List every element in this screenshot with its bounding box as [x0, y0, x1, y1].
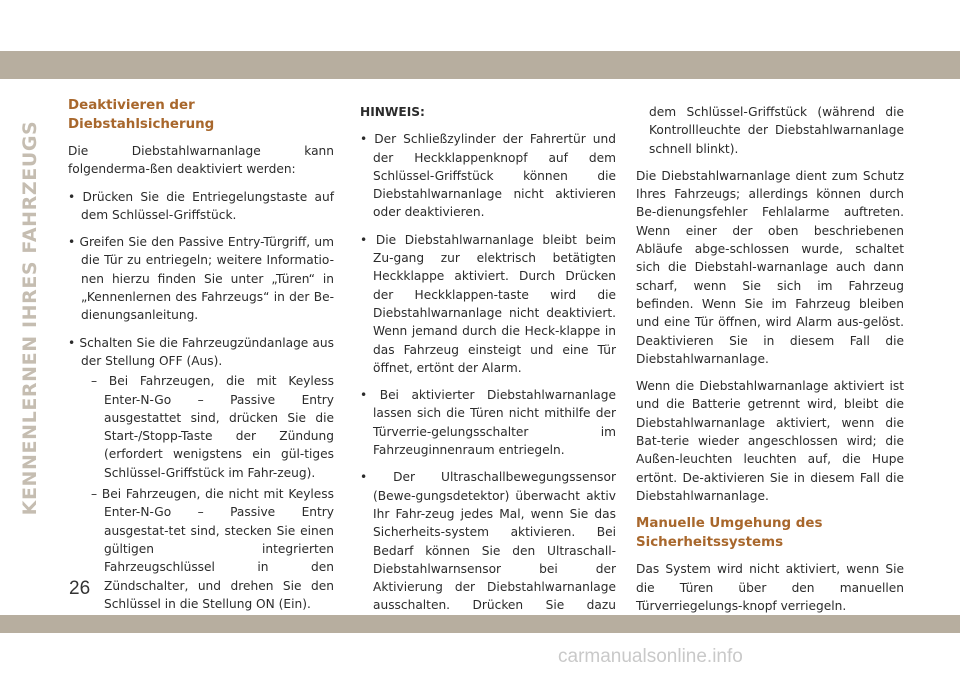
- list-item: • Die Diebstahlwarnanlage bleibt beim Zu-gang zur elektrisch betätigten Heckklappe aktiviert. Durch Drücken der Heckklappen-taste wird die Diebstahlwarnanlage nicht deaktiviert. Wenn jemand durch die Heck-klappe in das Fahrzeug einsteigt und eine Tür öffnet, ertönt der Alarm.: [360, 231, 616, 377]
- ignition-sub-steps: [68, 372, 334, 613]
- column-1: [68, 96, 334, 616]
- side-title-text: KENNENLERNEN IHRES FAHRZEUGS: [19, 120, 41, 516]
- section-heading-manual-override: Manuelle Umgehung des Sicherheitssystems: [636, 516, 823, 551]
- list-item: • Schalten Sie die Fahrzeugzündanlage aus der Stellung OFF (Aus).: [68, 334, 334, 371]
- note-continuation: dem Schlüssel-Griffstück (während die Kontrollleuchte der Diebstahlwarnanlage schnell blinkt).: [649, 105, 904, 156]
- note-list: [360, 130, 616, 669]
- paragraph-manual-lock: Das System wird nicht aktiviert, wenn Sie die Türen über den manuellen Türverriegelungs-knopf verriegeln.: [636, 562, 904, 613]
- top-stripe: [0, 51, 960, 79]
- sub-list-item: – Bei Fahrzeugen, die mit Keyless Enter-N-Go – Passive Entry ausgestattet sind, drücken Sie die Start-/Stopp-Taste der Zündung (erfordert wenigstens ein gül-tiges Schlüssel-Griffstück im Fahr-zeug).: [68, 372, 334, 482]
- list-item: • Der Ultraschallbewegungssensor (Bewe-gungsdetektor) überwacht aktiv Ihr Fahr-zeug jedes Mal, wenn Sie das Sicherheits-system aktivieren. Bei Bedarf können Sie den Ultraschall-Diebstahlwarnsensor bei der Aktivierung der Diebstahlwarnanlage ausschalten. Drücken Sie dazu: [360, 468, 616, 669]
- list-item: • Drücken Sie die Entriegelungstaste auf dem Schlüssel-Griffstück.: [68, 188, 334, 225]
- intro-paragraph: Die Diebstahlwarnanlage kann folgenderma-ßen deaktiviert werden:: [68, 144, 334, 177]
- list-item: • Bei aktivierter Diebstahlwarnanlage lassen sich die Türen nicht mithilfe der Türverrie-gelungsschalter im Fahrzeuginnenraum entriegeln.: [360, 386, 616, 459]
- column-3: [636, 103, 904, 624]
- bottom-stripe: [0, 615, 960, 633]
- bottom-band: [0, 615, 960, 678]
- watermark: carmanualsonline.info: [558, 646, 743, 667]
- list-item: • Greifen Sie den Passive Entry-Türgriff, um die Tür zu entriegeln; weitere Informatio-nen hierzu finden Sie unter „Türen“ in „Kennenlernen des Fahrzeugs“ in der Be-dienungsanleitung.: [68, 233, 334, 324]
- column-2: [360, 103, 616, 679]
- sub-list-item: – Bei Fahrzeugen, die nicht mit Keyless Enter-N-Go – Passive Entry ausgestat-tet sind, stecken Sie einen gültigen integrierten Fahrzeugschlüssel in den Zündschalter, und drehen Sie den Schlüssel in die Stellung ON (Ein).: [68, 485, 334, 613]
- deactivate-steps: [68, 188, 334, 371]
- list-item: • Der Schließzylinder der Fahrertür und der Heckklappenknopf auf dem Schlüssel-Griffstück können die Diebstahlwarnanlage nicht aktivieren oder deaktivieren.: [360, 130, 616, 221]
- page-number: 26: [69, 578, 91, 599]
- paragraph-battery: Wenn die Diebstahlwarnanlage aktiviert ist und die Batterie getrennt wird, bleibt die Diebstahlwarnanlage aktiviert, wenn die Bat-terie wieder angeschlossen wird; die Außen-leuchten leuchten auf, die Hupe ertönt. De-aktivieren Sie in diesem Fall die Diebstahlwarnanlage.: [636, 379, 904, 503]
- section-heading-deactivate: Deaktivieren der Diebstahlsicherung: [68, 98, 215, 132]
- note-heading: HINWEIS:: [360, 105, 425, 119]
- top-band: [0, 0, 960, 51]
- paragraph-false-alarm: Die Diebstahlwarnanlage dient zum Schutz Ihres Fahrzeugs; allerdings können durch Be-dienungsfehler Fehlalarme auftreten. Wenn einer der oben beschriebenen Abläufe abge-schlossen wurde, schaltet sich die Diebstahl-warnanlage auch dann scharf, wenn Sie sich im Fahrzeug befinden. Wenn Sie im Fahrzeug bleiben und eine Tür öffnen, wird Alarm aus-gelöst. Deaktivieren Sie in diesem Fall die Diebstahlwarnanlage.: [636, 168, 904, 366]
